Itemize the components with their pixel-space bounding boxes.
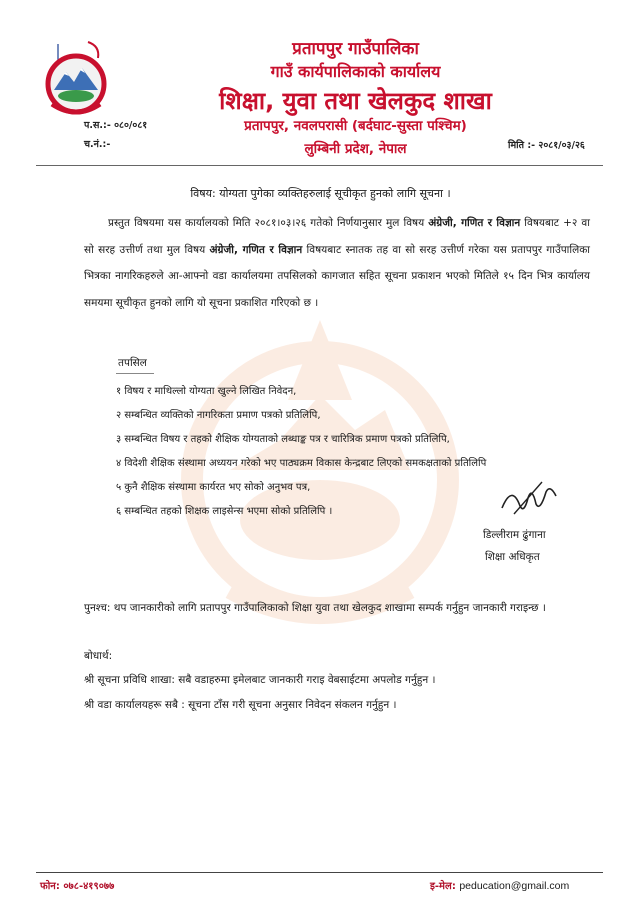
handwritten-signature <box>498 478 560 520</box>
email-address[interactable]: peducation@gmail.com <box>459 880 570 892</box>
bodharth-line-2: श्री वडा कार्यालयहरू सबै : सूचना टाँस गरी सूचना अनुसार निवेदन संकलन गर्नुहुन । <box>84 699 397 711</box>
letter-date: मिति :- २०८१/०३/२६ <box>508 140 585 151</box>
letter-number: प.स.:- ०८०/०८१ <box>84 120 148 131</box>
address-line: प्रतापपुर, नवलपरासी (बर्दघाट-सुस्ता पश्चिम) <box>244 118 467 134</box>
section-name: शिक्षा, युवा तथा खेलकुद शाखा <box>219 87 492 115</box>
dispatch-number: च.नं.:- <box>84 139 111 150</box>
list-item: ६ सम्बन्धित तहको शिक्षक लाइसेन्स भएमा सोको प्रतिलिपि । <box>116 506 333 517</box>
bodharth-line-1: श्री सूचना प्रविधि शाखा: सबै वडाहरुमा इमेलबाट जानकारी गराइ वेबसाईटमा अपलोड गर्नुहुन । <box>84 674 436 686</box>
body-text-a: प्रस्तुत विषयमा यस कार्यालयको मिति २०८१।०३।२६ गतेको निर्णयानुसार मुल विषय <box>108 217 429 229</box>
footer-divider <box>36 872 603 873</box>
office-name: गाउँ कार्यपालिकाको कार्यालय <box>270 62 441 81</box>
body-text-c: विषयबाट स्नातक तह वा सो सरह उत्तीर्ण गरेका यस प्रतापपुर गाउँपालिका भित्रका नागरिकहरुले आ-आफ्नो वडा कार्यालयमा तपसिलको कागजात सहित सूचना प्रकाशन भएको मितिले १५ दिन भित्र कार्यालय समयमा सूचीकृत हुनको लागि यो सूचना प्रकाशित गरिएको छ । <box>84 243 590 309</box>
keyword-subjects-2: अंग्रेजी, गणित र विज्ञान <box>209 243 303 256</box>
body-text-b: विषयबाट +२ वा सो सरह उत्तीर्ण तथा मुल विषय <box>84 217 590 256</box>
list-item: ५ कुनै शैक्षिक संस्थामा कार्यरत भए सोको अनुभव पत्र, <box>116 482 311 493</box>
body-paragraph <box>84 210 590 316</box>
list-item: ३ सम्बन्धित विषय र तहको शैक्षिक योग्यताको लब्धाङ्क पत्र र चारित्रिक प्रमाण पत्रको प्रतिलिपि, <box>116 434 450 445</box>
tapasil-list <box>116 380 486 524</box>
email-label: इ-मेल: <box>430 881 460 892</box>
phone-label: फोन: <box>40 881 64 892</box>
municipality-name: प्रतापपुर गाउँपालिका <box>292 39 419 59</box>
footer-email <box>430 878 569 892</box>
keyword-subjects-1: अंग्रेजी, गणित र विज्ञान <box>428 217 521 229</box>
tapasil-underline <box>116 373 154 374</box>
list-item: ४ विदेशी शैक्षिक संस्थामा अध्ययन गरेको भए पाठ्यक्रम विकास केन्द्रबाट लिएको समकक्षताको प्रतिलिपि <box>116 458 487 469</box>
nepal-emblem-logo <box>38 38 114 122</box>
signatory-title: शिक्षा अधिकृत <box>485 551 540 563</box>
bodharth-label: बोधार्थ: <box>84 650 113 662</box>
signatory-name: डिल्लीराम ढुंगाना <box>483 529 546 541</box>
footer-phone <box>40 878 114 892</box>
list-item: १ विषय र माथिल्लो योग्यता खुल्ने लिखित निवेदन, <box>116 386 297 397</box>
list-item: २ सम्बन्धित व्यक्तिको नागरिकता प्रमाण पत्रको प्रतिलिपि, <box>116 410 321 421</box>
province-line: लुम्बिनी प्रदेश, नेपाल <box>304 141 407 157</box>
header-divider <box>36 165 603 166</box>
phone-number: ०७८-४१९०७७ <box>63 881 115 892</box>
subject-line: विषय: योग्यता पुगेका व्यक्तिहरुलाई सूचीकृत हुनको लागि सूचना । <box>190 187 451 200</box>
tapasil-heading: तपसिल <box>118 357 147 369</box>
postscript: पुनश्च: थप जानकारीको लागि प्रतापपुर गाउँपालिकाको शिक्षा युवा तथा खेलकुद शाखामा सम्पर्क गर्नुहुन जानकारी गराइन्छ । <box>84 602 546 614</box>
